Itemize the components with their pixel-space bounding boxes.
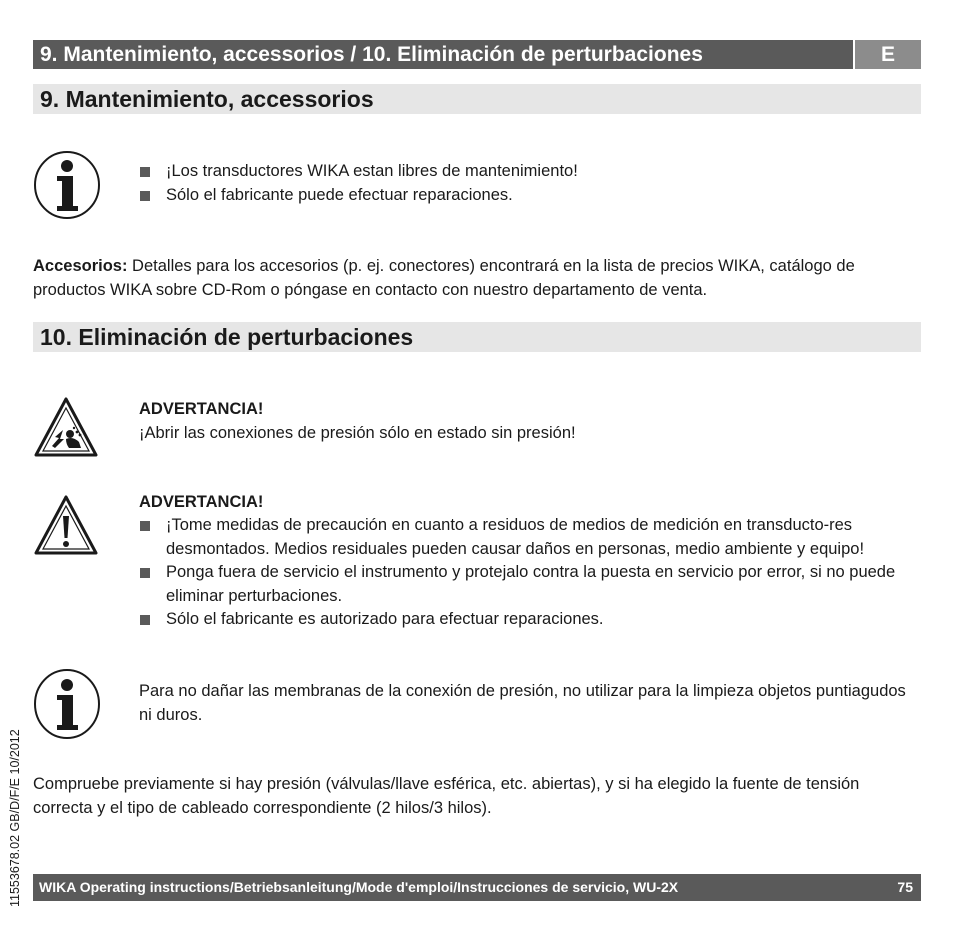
- footer-text: WIKA Operating instructions/Betriebsanleitung/Mode d'emploi/Instrucciones de servicio, WU-2X: [39, 879, 679, 895]
- cleaning-note: Para no dañar las membranas de la conexión de presión, no utilizar para la limpieza objetos puntiagudos ni duros.: [139, 682, 906, 724]
- warning-2-bullet-list: [139, 514, 915, 632]
- page-footer-bar: [33, 874, 921, 901]
- info-icon: [33, 668, 101, 745]
- warning-1-block: [139, 398, 899, 445]
- section-10-heading: [33, 322, 921, 352]
- page-number: 75: [897, 879, 913, 895]
- warning-1-text: ¡Abrir las conexiones de presión sólo en estado sin presión!: [139, 423, 576, 442]
- list-item: Sólo el fabricante es autorizado para efectuar reparaciones.: [139, 608, 915, 632]
- document-code: 11553678.02 GB/D/F/E 10/2012: [8, 729, 22, 907]
- section-9-title: 9. Mantenimiento, accessorios: [40, 86, 374, 112]
- section-10-title: 10. Eliminación de perturbaciones: [40, 324, 414, 350]
- accessories-label: Accesorios:: [33, 257, 128, 275]
- language-tab: E: [853, 40, 921, 69]
- list-item: ¡Los transductores WIKA estan libres de mantenimiento!: [139, 160, 899, 184]
- warning-2-title: ADVERTANCIA!: [139, 493, 264, 511]
- warning-1-title: ADVERTANCIA!: [139, 400, 264, 418]
- list-item: Ponga fuera de servicio el instrumento y protejalo contra la puesta en servicio por error, si no puede eliminar perturbaciones.: [139, 561, 915, 608]
- list-item: Sólo el fabricante puede efectuar reparaciones.: [139, 184, 899, 208]
- warning-triangle-icon: [33, 494, 99, 561]
- list-item: ¡Tome medidas de precaución en cuanto a residuos de medios de medición en transducto-res desmontados. Medios residuales pueden causar daños en personas, medio ambiente y equipo!: [139, 514, 915, 561]
- maintenance-bullet-list: [139, 160, 899, 207]
- check-paragraph: Compruebe previamente si hay presión (válvulas/llave esférica, etc. abiertas), y si ha elegido la fuente de tensión correcta y el tipo de cableado correspondiente (2 hilos/3 hilos).: [33, 775, 860, 817]
- info-icon: [33, 150, 101, 225]
- accessories-paragraph: [33, 255, 921, 302]
- page-header-bar: [33, 40, 921, 69]
- section-9-heading: [33, 84, 921, 114]
- pressure-hazard-icon: [33, 396, 99, 463]
- page-header-title: 9. Mantenimiento, accessorios / 10. Eliminación de perturbaciones: [40, 43, 703, 66]
- accessories-text: Detalles para los accesorios (p. ej. conectores) encontrará en la lista de precios WIKA, catálogo de productos WIKA sobre CD-Rom o póngase en contacto con nuestro departamento de venta.: [33, 257, 855, 299]
